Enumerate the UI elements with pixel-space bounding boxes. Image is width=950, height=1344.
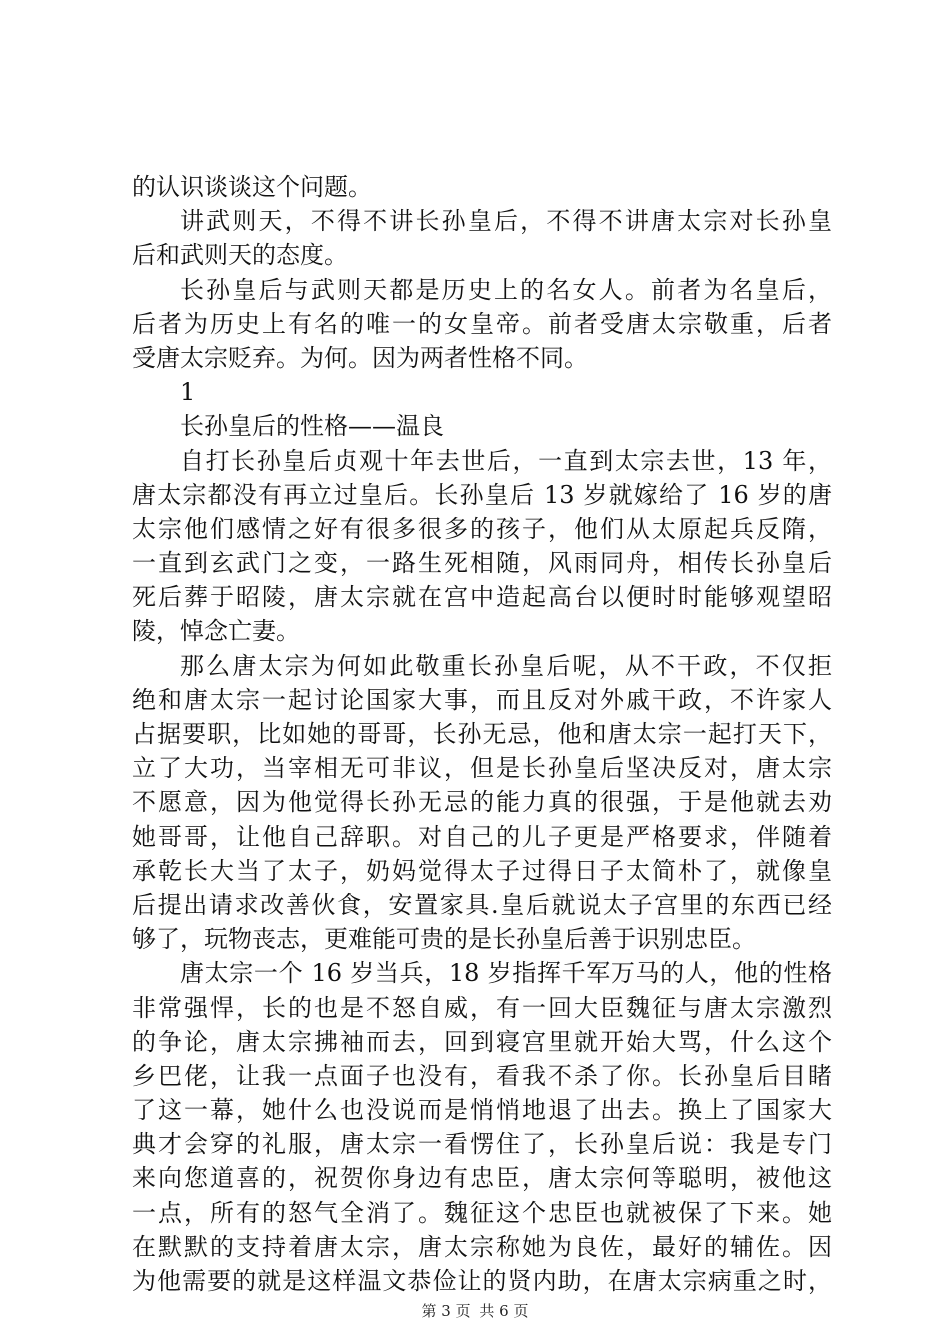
text-line: 讲武则天，不得不讲长孙皇后，不得不讲唐太宗对长孙皇: [180, 207, 832, 236]
text-line: 不愿意，因为他觉得长孙无忌的能力真的很强，于是他就去劝: [132, 788, 832, 817]
text-line: 的争论，唐太宗拂袖而去，回到寝宫里就开始大骂，什么这个: [132, 1027, 832, 1056]
text-line: 来向您道喜的，祝贺你身边有忠臣，唐太宗何等聪明，被他这: [132, 1164, 832, 1193]
text-line: 她哥哥，让他自己辞职。对自己的儿子更是严格要求，伴随着: [132, 822, 832, 851]
text-line: 1: [180, 378, 196, 407]
text-line: 后和武则天的态度。: [132, 241, 348, 270]
text-line: 的认识谈谈这个问题。: [132, 173, 372, 201]
text-line: 够了，玩物丧志，更难能可贵的是长孙皇后善于识别忠臣。: [132, 925, 756, 954]
document-body: [132, 170, 832, 1298]
text-line: 立了大功，当宰相无可非议，但是长孙皇后坚决反对，唐太宗: [132, 754, 832, 783]
text-line: 典才会穿的礼服，唐太宗一看愣住了，长孙皇后说：我是专门: [132, 1130, 832, 1159]
text-line: 后提出请求改善伙食，安置家具.皇后就说太子宫里的东西已经: [132, 890, 832, 919]
page-total: 共 6 页: [479, 1302, 529, 1320]
text-line: 一点，所有的怒气全消了。魏征这个忠臣也就被保了下来。她: [132, 1198, 832, 1227]
text-line: 非常强悍，长的也是不怒自威，有一回大臣魏征与唐太宗激烈: [132, 993, 832, 1022]
text-line: 太宗他们感情之好有很多很多的孩子，他们从太原起兵反隋，: [132, 514, 832, 543]
text-line: 占据要职，比如她的哥哥，长孙无忌，他和唐太宗一起打天下，: [132, 720, 832, 748]
text-line: 了这一幕，她什么也没说而是悄悄地退了出去。换上了国家大: [132, 1096, 832, 1125]
text-line: 一直到玄武门之变，一路生死相随，风雨同舟，相传长孙皇后: [132, 549, 832, 578]
text-line: 自打长孙皇后贞观十年去世后，一直到太宗去世，13 年，: [180, 446, 832, 475]
text-line: 绝和唐太宗一起讨论国家大事，而且反对外戚干政，不许家人: [132, 685, 832, 714]
text-line: 长孙皇后与武则天都是历史上的名女人。前者为名皇后，: [180, 275, 832, 304]
text-line: 长孙皇后的性格——温良: [180, 412, 444, 441]
text-line: 死后葬于昭陵，唐太宗就在宫中造起高台以便时时能够观望昭: [132, 583, 832, 612]
text-line: 唐太宗一个 16 岁当兵，18 岁指挥千军万马的人，他的性格: [180, 959, 832, 988]
text-line: 唐太宗都没有再立过皇后。长孙皇后 13 岁就嫁给了 16 岁的唐: [132, 480, 832, 509]
text-line: 乡巴佬，让我一点面子也没有，看我不杀了你。长孙皇后目睹: [132, 1061, 832, 1090]
page-footer: [0, 1300, 950, 1321]
text-line: 那么唐太宗为何如此敬重长孙皇后呢，从不干政，不仅拒: [180, 651, 832, 680]
text-line: 后者为历史上有名的唯一的女皇帝。前者受唐太宗敬重，后者: [132, 309, 832, 338]
text-line: 受唐太宗贬弃。为何。因为两者性格不同。: [132, 343, 588, 372]
text-line: 承乾长大当了太子，奶妈觉得太子过得日子太简朴了，就像皇: [132, 856, 832, 885]
page-number: 第 3 页: [421, 1302, 471, 1320]
text-line: 陵，悼念亡妻。: [132, 617, 300, 646]
text-line: 在默默的支持着唐太宗，唐太宗称她为良佐，最好的辅佐。因: [132, 1232, 832, 1261]
text-line: 为他需要的就是这样温文恭俭让的贤内助，在唐太宗病重之时，: [132, 1267, 832, 1295]
